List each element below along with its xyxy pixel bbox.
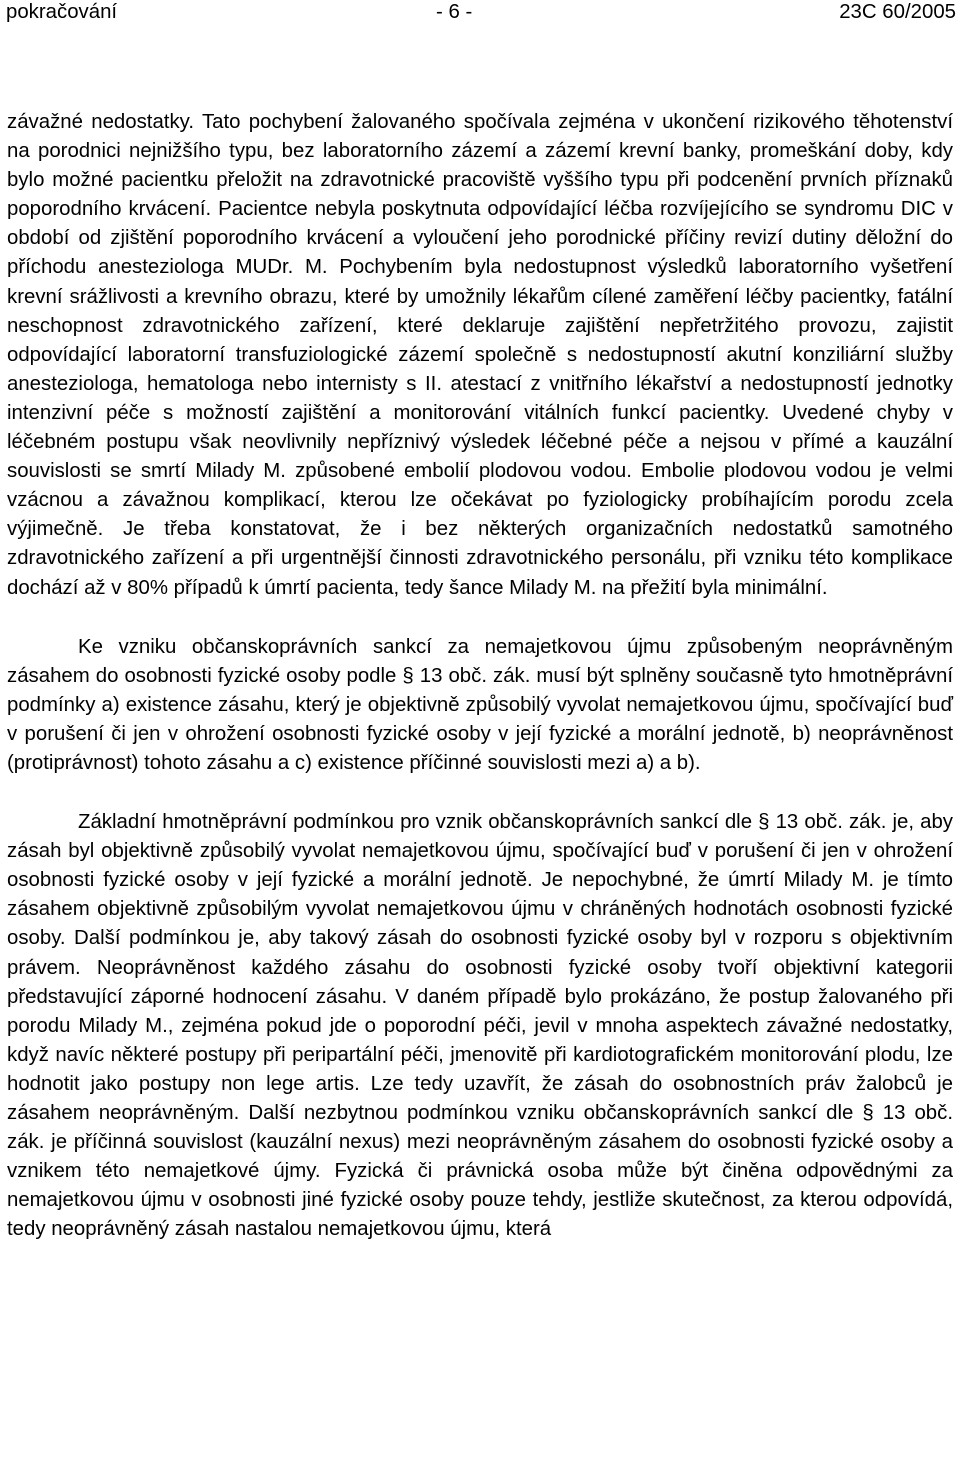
paragraph-legal-analysis: Základní hmotněprávní podmínkou pro vznik občanskoprávních sankcí dle § 13 obč. zák. je, aby zásah byl objektivně způsobilý vyvolat nemajetkovou újmu, spočívající buď v porušení či jen v ohrožení osobnosti fyzické osoby v její fyzické a morální jednotě. Je nepochybné, že úmrtí Milady M. je tímto zásahem objektivně způsobilým vyvolat nemajetkovou újmu v chráněných hodnotách osobnosti fyzické osoby. Další podmínkou je, aby takový zásah do osobnosti fyzické osoby byl v rozporu s objektivním právem. Neoprávněnost každého zásahu do osobnosti fyzické osoby tvoří objektivní kategorii představující záporné hodnocení zásahu. V daném případě bylo prokázáno, že postup žalovaného při porodu Milady M., zejména pokud jde o poporodní péči, jevil v mnoha aspektech závažné nedostatky, když navíc některé postupy při peripartální péči, jmenovitě při kardiotografickém monitorování plodu, lze hodnotit jako postupy non lege artis. Lze tedy uzavřít, že zásah do osobnostních práv žalobců je zásahem neoprávněným. Další nezbytnou podmínkou vzniku občanskoprávních sankcí dle § 13 obč. zák. je příčinná souvislost (kauzální nexus) mezi neoprávněným zásahem do osobnosti fyzické osoby a vznikem této nemajetkové újmy. Fyzická či právnická osoba může být činěna odpovědnými za nemajetkovou újmu v osobnosti jiné fyzické osoby pouze tehdy, jestliže skutečnost, za kterou odpovídá, tedy neoprávněný zásah nastalou nemajetkovou újmu, která: [7, 811, 953, 1241]
case-number: 23C 60/2005: [839, 1, 956, 23]
page-number: - 6 -: [436, 1, 473, 23]
paragraph-legal-conditions: Ke vzniku občanskoprávních sankcí za nemajetkovou újmu způsobeným neoprávněným zásahem do osobnosti fyzické osoby podle § 13 obč. zák. musí být splněny současně tyto hmotněprávní podmínky a) existence zásahu, který je objektivně způsobilý vyvolat nemajetkovou újmu, spočívající buď v porušení či jen v ohrožení osobnosti fyzické osoby v její fyzické a morální jednotě, b) neoprávněnost (protiprávnost) tohoto zásahu a c) existence příčinné souvislosti mezi a) a b).: [7, 635, 953, 774]
paragraph-spacer: [7, 778, 953, 808]
document-body: [7, 108, 953, 1244]
paragraph-expert-findings: závažné nedostatky. Tato pochybení žalovaného spočívala zejména v ukončení rizikového těhotenství na porodnici nejnižšího typu, bez laboratorního zázemí a zázemí krevní banky, promeškání doby, kdy bylo možné pacientku přeložit na zdravotnické pracoviště vyššího typu při podcenění prvních příznaků poporodního krvácení. Pacientce nebyla poskytnuta odpovídající léčba rozvíjejícího se syndromu DIC v období od zjištění poporodního krvácení a vyloučení jeho porodnické příčiny revizí dutiny děložní do příchodu anesteziologa MUDr. M. Pochybením byla nedostupnost výsledků laboratorního vyšetření krevní srážlivosti a krevního obrazu, které by umožnily lékařům cílené zaměření léčby pacientky, fatální neschopnost zdravotnického zařízení, které deklaruje zajištění nepřetržitého provozu, zajistit odpovídající laboratorní transfuziologické zázemí společně s nedostupností akutní konziliární služby anesteziologa, hematologa nebo internisty s II. atestací z vnitřního lékařství a nedostupností jednotky intenzivní péče s možností zajištění a monitorování vitálních funkcí pacientky. Uvedené chyby v léčebném postupu však neovlivnily nepříznivý výsledek léčebné péče a nejsou v přímé a kauzální souvislosti se smrtí Milady M. způsobené embolií plodovou vodou. Embolie plodovou vodou je velmi vzácnou a závažnou komplikací, kterou lze očekávat po fyziologicky probíhajícím porodu zcela výjimečně. Je třeba konstatovat, že i bez některých organizačních nedostatků samotného zdravotnického zařízení a při urgentnější činnosti zdravotnického personálu, při vzniku této komplikace dochází až v 80% případů k úmrtí pacienta, tedy šance Milady M. na přežití byla minimální.: [7, 111, 953, 599]
paragraph-spacer: [7, 603, 953, 633]
header-continuation-label: pokračování: [6, 1, 118, 23]
page-header: [6, 0, 956, 30]
